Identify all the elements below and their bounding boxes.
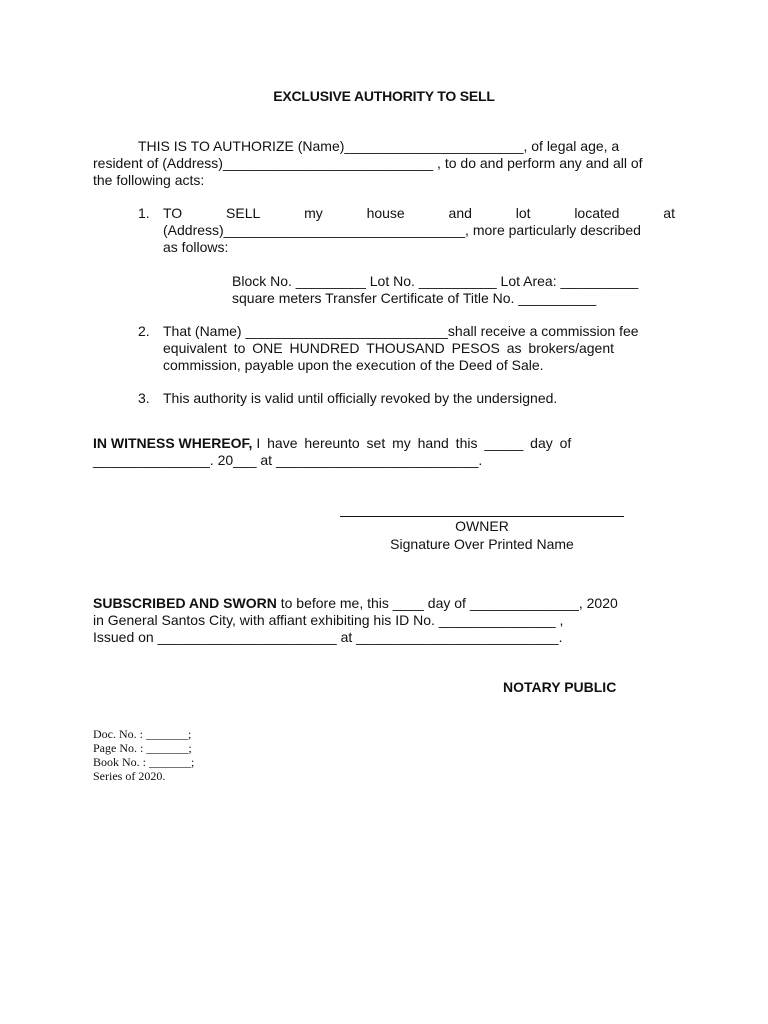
owner-label: OWNER	[455, 518, 509, 534]
item-2-number: 2.	[138, 323, 150, 339]
subscribed-line-3: Issued on _______________________ at __________________________.	[93, 629, 563, 645]
subscribed-line-2: in General Santos City, with affiant exhibiting his ID No. _______________ ,	[93, 612, 564, 628]
item-1-number: 1.	[138, 205, 150, 221]
item-1-word: house	[366, 205, 405, 221]
intro-line-2: resident of (Address)___________________________ , to do and perform any and all of	[93, 155, 643, 171]
item-1-word: at	[663, 205, 675, 221]
item-1-word: lot	[515, 205, 531, 221]
witness-line-1-rest: I have hereunto set my hand this _____ day of	[256, 435, 572, 451]
item-1-line-1	[163, 205, 675, 222]
notary-public-label: NOTARY PUBLIC	[503, 679, 617, 695]
subscribed-line-1	[93, 595, 675, 612]
item-1-word: TO	[163, 205, 183, 221]
item-1-line-3: as follows:	[163, 239, 229, 255]
property-line-2: square meters Transfer Certificate of Title No. __________	[232, 290, 597, 306]
intro-line-1: THIS IS TO AUTHORIZE (Name)_______________________, of legal age, a	[138, 138, 620, 154]
item-1-word: located	[574, 205, 620, 221]
item-2-line-1: That (Name) __________________________shall receive a commission fee	[163, 323, 639, 339]
witness-line-2: _______________. 20___ at __________________________.	[93, 452, 483, 468]
item-2-line-3: commission, payable upon the execution of the Deed of Sale.	[163, 357, 544, 373]
subscribed-line-1-rest: to before me, this ____ day of ______________, 2020	[280, 595, 618, 611]
notary-book-no: Book No. : _______;	[93, 755, 195, 769]
witness-line-1	[93, 435, 675, 452]
notary-page-no: Page No. : _______;	[93, 741, 192, 755]
item-1-word: and	[448, 205, 472, 221]
notary-series: Series of 2020.	[93, 769, 166, 783]
signature-caption: Signature Over Printed Name	[390, 536, 574, 552]
item-1-word: SELL	[226, 205, 261, 221]
intro-line-3: the following acts:	[93, 172, 205, 188]
item-3-number: 3.	[138, 390, 150, 406]
owner-signature-line	[340, 504, 624, 517]
item-2-line-2: equivalent to ONE HUNDRED THOUSAND PESOS as brokers/agent	[163, 340, 615, 356]
item-1-word: my	[304, 205, 323, 221]
item-3-line-1: This authority is valid until officially revoked by the undersigned.	[163, 390, 558, 406]
item-1-line-2: (Address)_______________________________, more particularly described	[163, 222, 641, 238]
notary-doc-no: Doc. No. : _______;	[93, 727, 192, 741]
subscribed-lead: SUBSCRIBED AND SWORN	[93, 595, 277, 611]
property-line-1: Block No. _________ Lot No. __________ Lot Area: __________	[232, 273, 639, 289]
witness-lead: IN WITNESS WHEREOF,	[93, 435, 253, 451]
document-title: EXCLUSIVE AUTHORITY TO SELL	[273, 88, 495, 104]
